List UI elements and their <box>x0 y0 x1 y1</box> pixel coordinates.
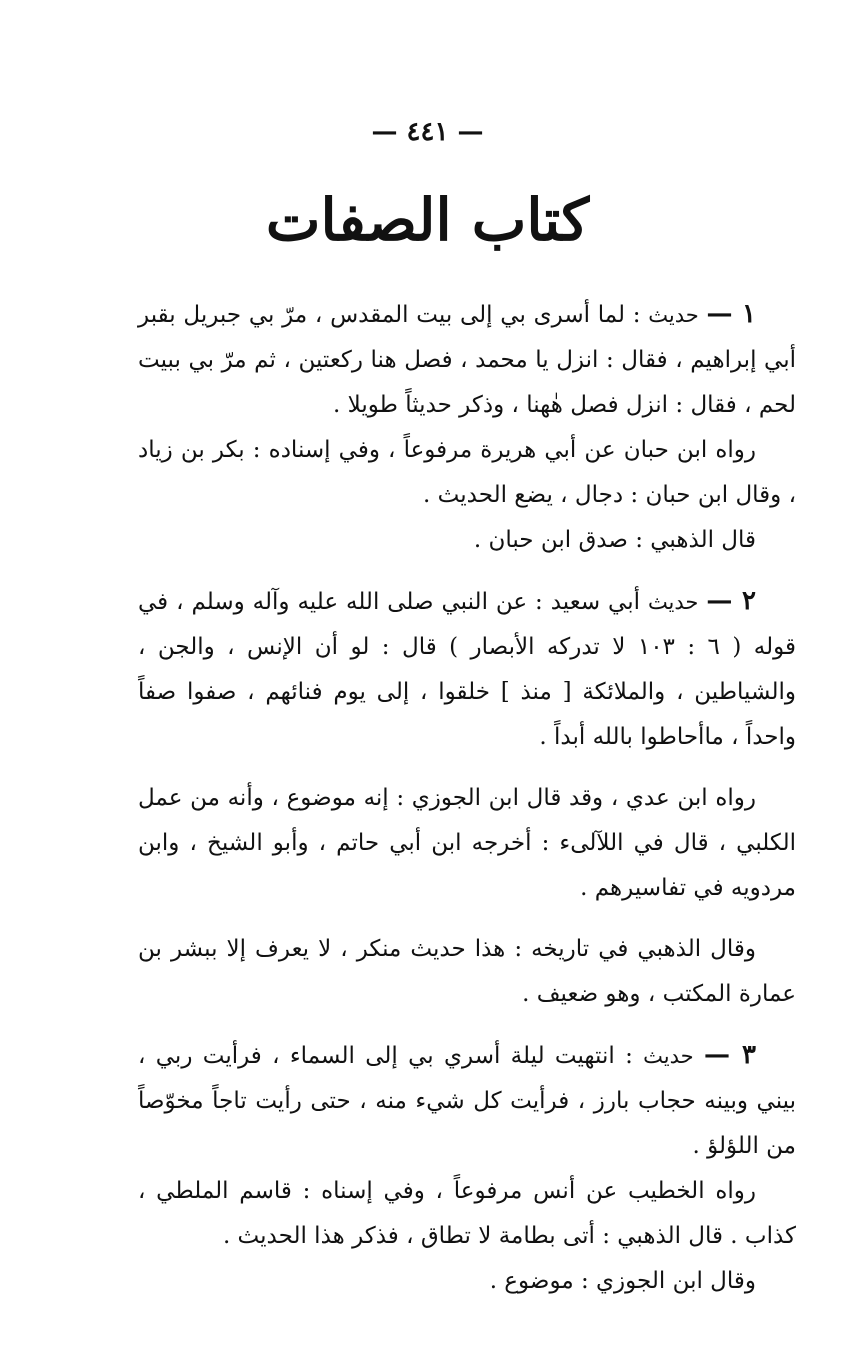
hadith-label: حديث <box>648 303 699 327</box>
hadith-text: : لما أسرى بي إلى بيت المقدس ، مرّ بي جبريل بقبر أبي إبراهيم ، فقال : انزل يا محمد ، فصل هنا ركعتين ، ثم مرّ بي ببيت لحم ، فقال : انزل فصل هٰهنا ، وذكر حديثاً طويلا . <box>138 302 796 418</box>
hadith-2-note-1: رواه ابن عدي ، وقد قال ابن الجوزي : إنه موضوع ، وأنه من عمل الكلبي ، قال في اللآلىء : أخرجه ابن أبي حاتم ، وأبو الشيخ ، وابن مردويه في تفاسيرهم . <box>138 785 796 901</box>
hadith-2-note-2: وقال الذهبي في تاريخه : هذا حديث منكر ، لا يعرف إلا ببشر بن عمارة المكتب ، وهو ضعيف . <box>138 936 796 1007</box>
hadith-3-note-2: وقال ابن الجوزي : موضوع . <box>489 1268 756 1294</box>
hadith-label: حديث <box>643 1044 694 1068</box>
hadith-1 <box>138 292 796 428</box>
hadith-text: : انتهيت ليلة أسري بي إلى السماء ، فرأيت ربي ، بيني وبينه حجاب بارز ، فرأيت كل شيء منه ، حتى رأيت تاجاً مخوّصاً من اللؤلؤ . <box>138 1043 796 1159</box>
hadith-number: ٣ — <box>703 1040 756 1070</box>
hadith-number: ٢ — <box>706 586 756 616</box>
hadith-3 <box>138 1033 796 1169</box>
hadith-3-note-1: رواه الخطيب عن أنس مرفوعاً ، وفي إسناه : قاسم الملطي ، كذاب . قال الذهبي : أتى بطامة لا تطاق ، فذكر هذا الحديث . <box>138 1178 796 1249</box>
hadith-2 <box>138 579 796 760</box>
hadith-text: أبي سعيد : عن النبي صلى الله عليه وآله وسلم ، في قوله ( ٦ : ١٠٣ لا تدركه الأبصار ) قال : لو أن الإنس ، والجن ، والشياطين ، والملائكة [ منذ ] خلقوا ، إلى يوم فنائهم ، صفوا صفاً واحداً ، ماأحاطوا بالله أبداً . <box>138 589 796 750</box>
hadith-label: حديث <box>647 590 699 614</box>
hadith-1-note-1: رواه ابن حبان عن أبي هريرة مرفوعاً ، وفي إسناده : بكر بن زياد ، وقال ابن حبان : دجال ، يضع الحديث . <box>138 437 796 508</box>
hadith-number: ١ — <box>706 299 756 329</box>
chapter-title: كتاب الصفات <box>265 186 590 254</box>
page-number: — ٤٤١ — <box>371 117 484 147</box>
hadith-1-note-2: قال الذهبي : صدق ابن حبان . <box>473 527 756 553</box>
page-body <box>138 292 796 1304</box>
